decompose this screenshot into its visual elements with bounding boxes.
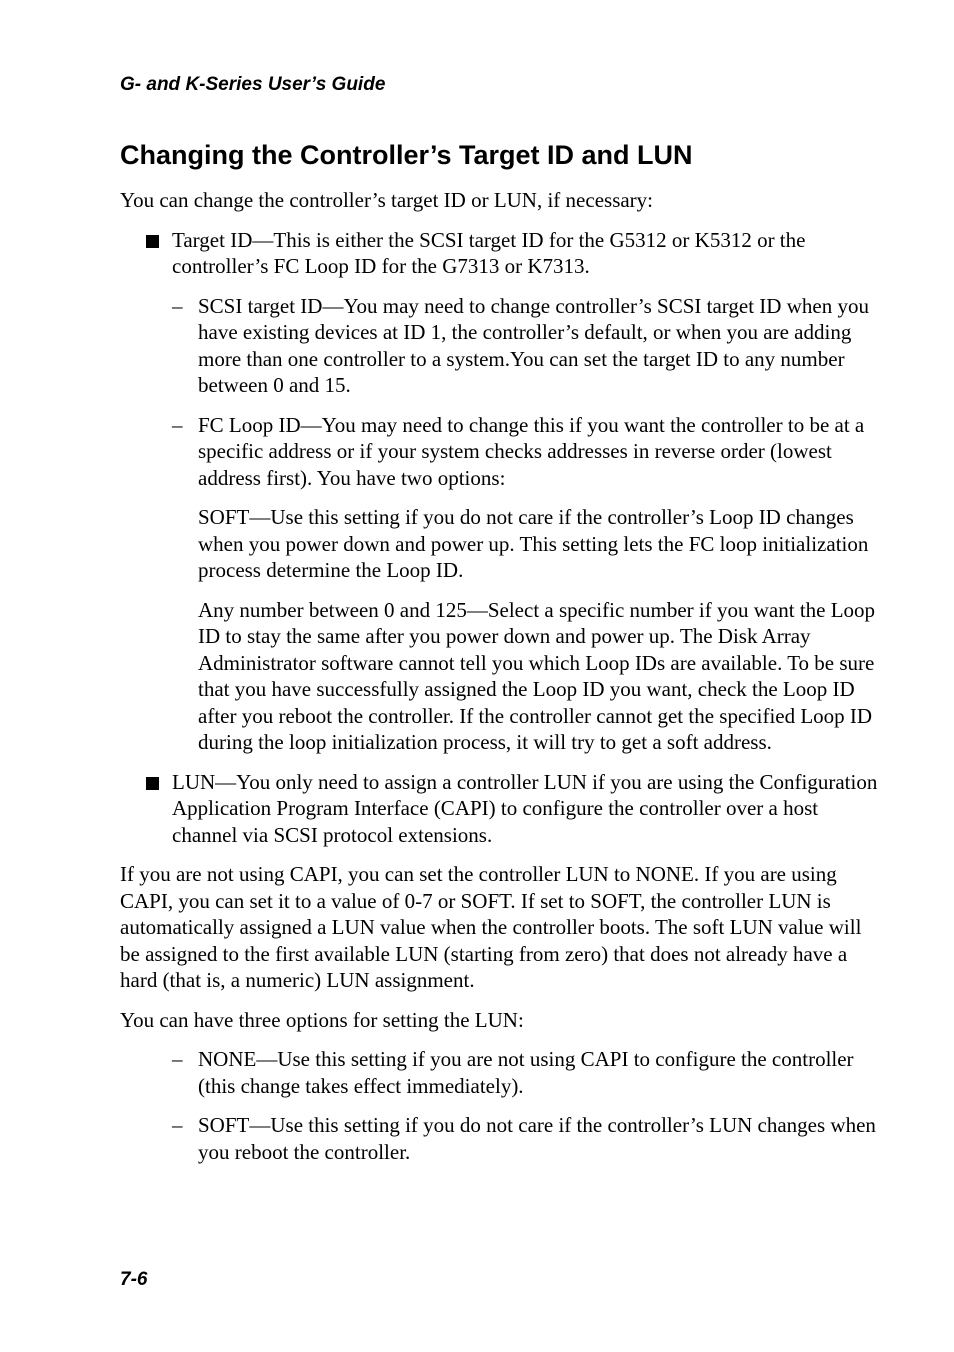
dash-bullet-icon: –	[172, 412, 183, 437]
dash-item-scsi-target-id	[120, 293, 880, 399]
square-bullet-icon	[146, 235, 159, 248]
bullet-text: Target ID—This is either the SCSI target ID for the G5312 or K5312 or the controller’s FC Loop ID for the G7313 or K7313.	[172, 227, 806, 278]
dash-item-fc-loop-id	[120, 412, 880, 492]
running-header: G- and K-Series User’s Guide	[120, 74, 386, 95]
option-soft: SOFT—Use this setting if you do not care if the controller’s Loop ID changes when you power down and power up. This setting lets the FC loop initialization process determine the Loop ID.	[198, 505, 869, 582]
square-bullet-icon	[146, 777, 159, 790]
bullet-text: LUN—You only need to assign a controller LUN if you are using the Configuration Application Program Interface (CAPI) to configure the controller over a host channel via SCSI protocol extensions.	[172, 769, 878, 847]
dash-bullet-icon: –	[172, 1113, 183, 1137]
bullet-target-id	[120, 227, 880, 280]
dash-bullet-icon: –	[172, 293, 183, 318]
dash-bullet-icon: –	[172, 1047, 183, 1071]
dash-item-text: SOFT—Use this setting if you do not care if the controller’s LUN changes when you reboot the controller.	[198, 1113, 876, 1164]
page-number: 7-6	[120, 1269, 148, 1290]
lun-options-intro: You can have three options for setting the LUN:	[120, 1007, 524, 1032]
bullet-lun	[120, 769, 880, 849]
option-number: Any number between 0 and 125—Select a specific number if you want the Loop ID to stay the same after you power down and power up. The Disk Array Administrator software cannot tell you which Loop IDs are available. To be sure that you have successfully assigned the Loop ID you want, check the Loop ID after you reboot the controller. If the controller cannot get the specified Loop ID during the loop initialization process, it will try to get a soft address.	[198, 597, 876, 754]
lun-paragraph: If you are not using CAPI, you can set the controller LUN to NONE. If you are using CAPI, you can set it to a value of 0-7 or SOFT. If set to SOFT, the controller LUN is automatically assigned a LUN value when the controller boots. The soft LUN value will be assigned to the first available LUN (starting from zero) that does not already have a hard (that is, a numeric) LUN assignment.	[120, 862, 862, 992]
dash-item-soft	[120, 1112, 880, 1165]
body-text	[120, 187, 880, 1178]
dash-item-text: FC Loop ID—You may need to change this if you want the controller to be at a specific address or if your system checks addresses in reverse order (lowest address first). You have two options:	[198, 412, 865, 490]
intro-paragraph: You can change the controller’s target ID or LUN, if necessary:	[120, 188, 654, 212]
dash-item-text: NONE—Use this setting if you are not using CAPI to configure the controller (this change takes effect immediately).	[198, 1047, 854, 1098]
dash-item-text: SCSI target ID—You may need to change controller’s SCSI target ID when you have existing devices at ID 1, the controller’s default, or when you are adding more than one controller to a system.You can set the target ID to any number between 0 and 15.	[198, 293, 869, 397]
dash-item-none	[120, 1046, 880, 1099]
section-title: Changing the Controller’s Target ID and LUN	[120, 140, 693, 170]
